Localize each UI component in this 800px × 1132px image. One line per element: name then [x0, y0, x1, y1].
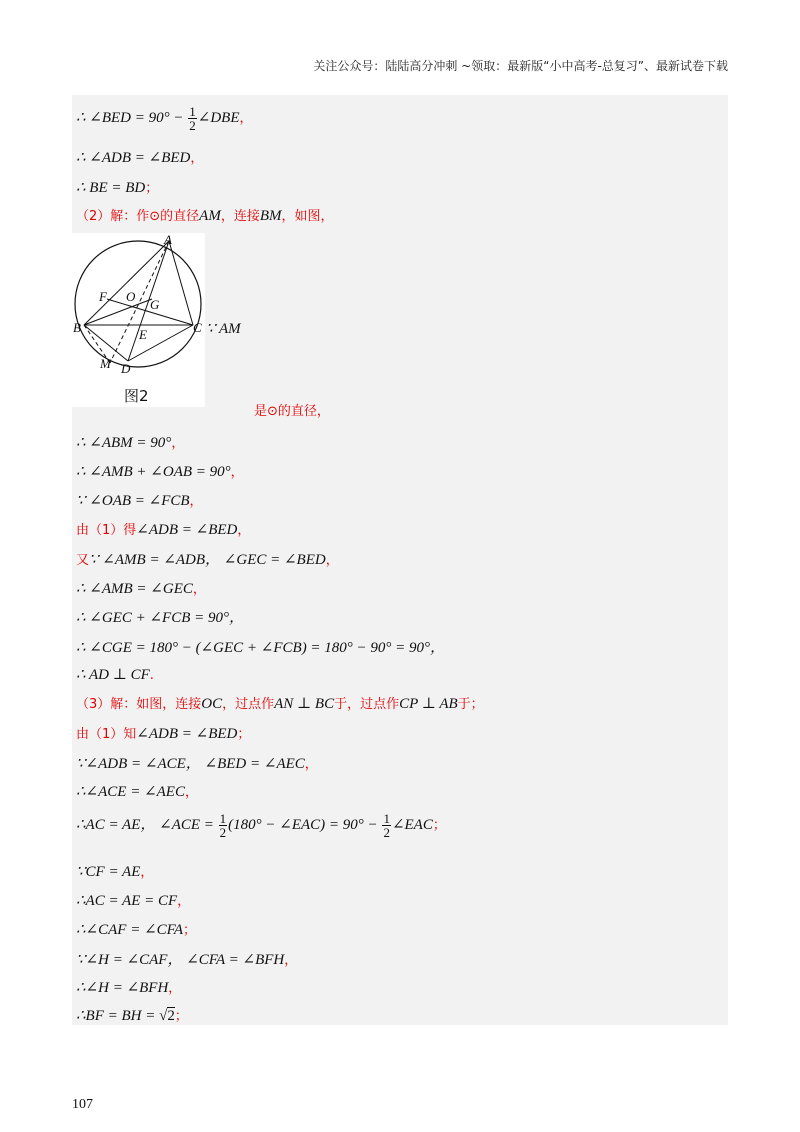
label-d: D	[121, 361, 131, 376]
proof-line: ∴ ∠BED = 90° − $\frac{1}{2}$ ∠DBE，	[76, 104, 253, 133]
proof-line: ∴AC = AE = CF，	[76, 893, 191, 909]
part2-heading: （2）解：作⊙的直径AM，连接BM，如图，	[76, 208, 334, 224]
proof-line: ∴ ∠ADB = ∠BED，	[76, 150, 204, 166]
proof-line: ∴ AD ⊥ CF.	[76, 667, 154, 683]
label-f: F	[99, 289, 107, 304]
proof-line: ∵∠H = ∠CAF， ∠CFA = ∠BFH，	[76, 952, 298, 968]
label-o: O	[126, 289, 136, 304]
circle-diagram	[72, 233, 205, 383]
label-m: M	[100, 356, 111, 371]
label-b: B	[73, 320, 81, 335]
proof-line: 由（1）得∠ADB = ∠BED，	[76, 522, 251, 538]
proof-line: ∴AC = AE， ∠ACE = $\frac{1}{2}$ (180° − ∠EAC) = 90° − $\frac{1}{2}$ ∠EAC；	[76, 811, 446, 840]
proof-line: ∴∠CAF = ∠CFA；	[76, 922, 197, 938]
fraction: $\frac{1}{2}$	[219, 811, 227, 840]
proof-line: ∴ ∠AMB = ∠GEC，	[76, 581, 206, 597]
fraction: $\frac{1}{2}$	[189, 104, 196, 133]
label-a: A	[164, 233, 172, 247]
page-header: 关注公众号：陆陆高分冲刺 ~领取：最新版“小中高考-总复习”、最新试卷下载	[313, 59, 728, 73]
label-c: C	[193, 320, 202, 335]
proof-line: 是⊙的直径，	[254, 404, 330, 419]
proof-line: 又∵ ∠AMB = ∠ADB， ∠GEC = ∠BED，	[76, 552, 339, 568]
proof-line: ∴ ∠ABM = 90°，	[76, 435, 185, 451]
proof-line: ∵ AM	[206, 321, 241, 337]
proof-line: ∴BF = BH = √2；	[76, 1008, 188, 1024]
proof-line: 由（1）知∠ADB = ∠BED；	[76, 726, 251, 742]
proof-line: ∴ ∠CGE = 180° − (∠GEC + ∠FCB) = 180° − 90° = 90°，	[76, 640, 446, 656]
geometry-figure	[72, 233, 205, 407]
square-root: √2	[159, 1008, 175, 1024]
proof-line: ∴∠H = ∠BFH，	[76, 980, 182, 996]
proof-line: ∴ ∠AMB + ∠OAB = 90°，	[76, 464, 244, 480]
page-number: 107	[72, 1097, 93, 1112]
proof-line: ∴∠ACE = ∠AEC，	[76, 784, 198, 800]
proof-line: ∴ BE = BD；	[76, 180, 159, 196]
part3-heading: （3）解：如图，连接OC，过点作AN ⊥ BC于，过点作CP ⊥ AB于；	[76, 696, 484, 712]
proof-line: ∵∠ADB = ∠ACE， ∠BED = ∠AEC，	[76, 756, 318, 772]
fraction: $\frac{1}{2}$	[383, 811, 390, 840]
proof-line: ∴ ∠GEC + ∠FCB = 90°，	[76, 610, 245, 626]
proof-line: ∵ ∠OAB = ∠FCB，	[76, 493, 203, 509]
figure-caption: 图2	[124, 387, 149, 405]
label-e: E	[139, 327, 147, 342]
proof-line: ∵CF = AE，	[76, 864, 154, 880]
label-g: G	[150, 297, 160, 312]
